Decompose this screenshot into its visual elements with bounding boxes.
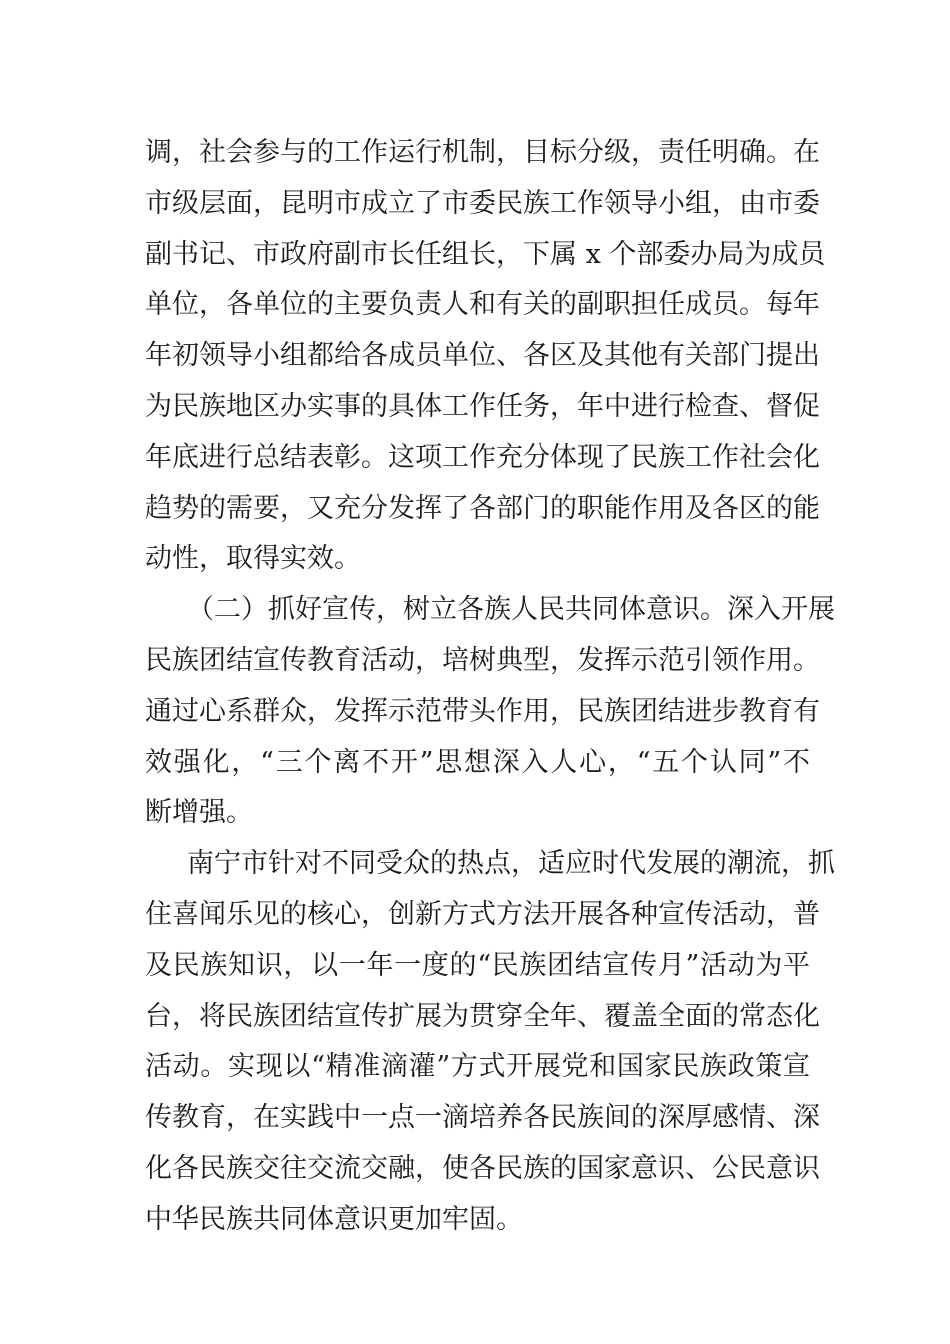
body-text-line: 市级层面，昆明市成立了市委民族工作领导小组，由市委 — [145, 187, 820, 219]
body-text-line: 活动。实现以“精准滴灌”方式开展党和国家民族政策宣 — [145, 1051, 810, 1083]
body-text-line: 住喜闻乐见的核心，创新方式方法开展各种宣传活动，普 — [145, 898, 820, 930]
body-text-line: 副书记、市政府副市长任组长，下属 x 个部委办局为成员 — [145, 238, 826, 270]
body-text-line: 断增强。 — [145, 797, 253, 829]
body-text-line: 为民族地区办实事的具体工作任务，年中进行检查、督促 — [145, 390, 820, 422]
body-text-line: 动性，取得实效。 — [145, 543, 361, 575]
body-text-line: 传教育，在实践中一点一滴培养各民族间的深厚感情、深 — [145, 1102, 820, 1134]
body-text-line: 通过心系群众，发挥示范带头作用，民族团结进步教育有 — [145, 695, 820, 727]
body-text-line: 调，社会参与的工作运行机制，目标分级，责任明确。在 — [145, 137, 820, 168]
body-text-line: 年初领导小组都给各成员单位、各区及其他有关部门提出 — [145, 340, 820, 372]
body-text-line: 台，将民族团结宣传扩展为贯穿全年、覆盖全面的常态化 — [145, 1000, 820, 1032]
body-text-line: 单位，各单位的主要负责人和有关的副职担任成员。每年 — [145, 289, 820, 321]
paragraph-first-line: 南宁市针对不同受众的热点，适应时代发展的潮流，抓 — [187, 848, 835, 880]
body-text-line: 效强化，“三个离不开”思想深入人心，“五个认同”不 — [145, 746, 810, 778]
section-heading-line: （二）抓好宣传，树立各族人民共同体意识。深入开展 — [187, 594, 835, 626]
body-text-line: 民族团结宣传教育活动，培树典型，发挥示范引领作用。 — [145, 644, 820, 676]
body-text-line: 中华民族共同体意识更加牢固。 — [145, 1203, 523, 1235]
document-body — [145, 128, 835, 1246]
body-text-line: 化各民族交往交流交融，使各民族的国家意识、公民意识 — [145, 1152, 820, 1184]
body-text-line: 年底进行总结表彰。这项工作充分体现了民族工作社会化 — [145, 441, 820, 473]
body-text-line: 趋势的需要，又充分发挥了各部门的职能作用及各区的能 — [145, 492, 820, 524]
body-text-line: 及民族知识，以一年一度的“民族团结宣传月”活动为平 — [145, 949, 810, 981]
